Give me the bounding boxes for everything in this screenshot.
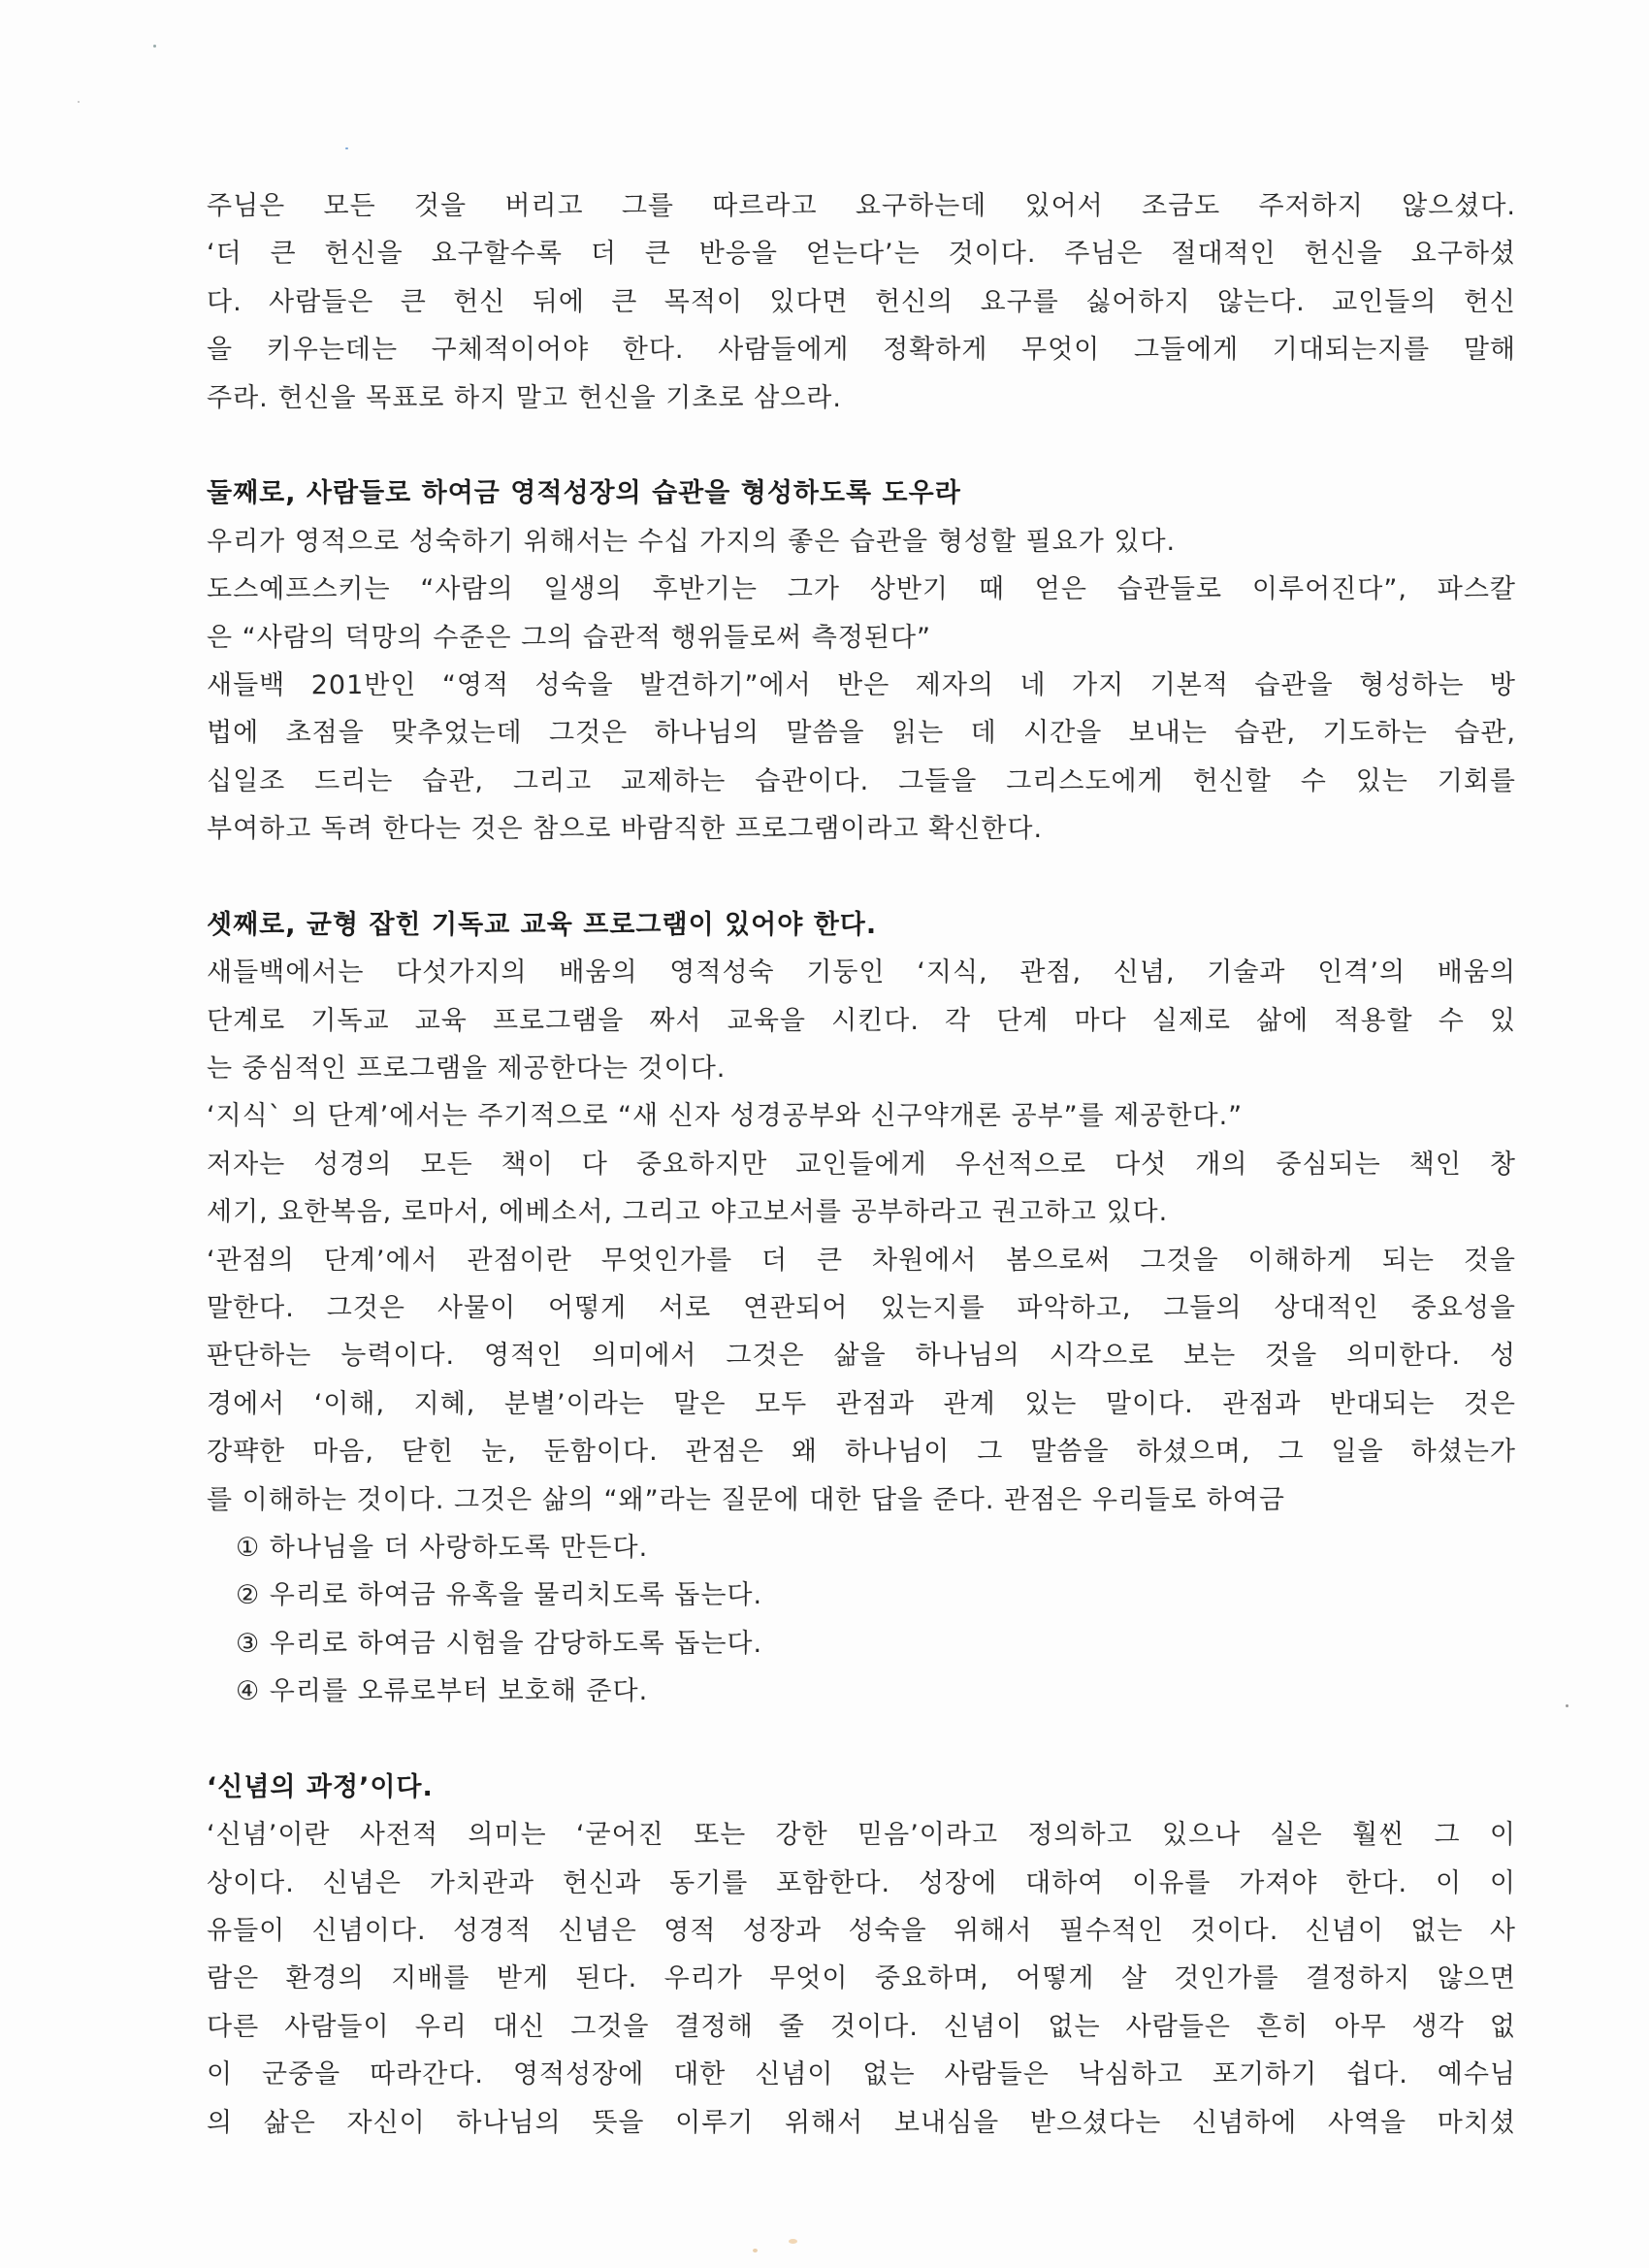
list-item: ② 우리로 하여금 유혹을 물리치도록 돕는다. — [236, 1580, 763, 1611]
body-text-line: 은 “사람의 덕망의 수준은 그의 습관적 행위들로써 측정된다” — [207, 622, 932, 653]
body-text-line: 판단하는 능력이다. 영적인 의미에서 그것은 삶을 하나님의 시각으로 보는 것을 의미한다. 성 — [207, 1341, 1516, 1372]
body-text-line: 부여하고 독려 한다는 것은 참으로 바람직한 프로그램이라고 확신한다. — [207, 814, 1044, 845]
body-text-line: 다. 사람들은 큰 헌신 뒤에 큰 목적이 있다면 헌신의 요구를 싫어하지 않는다. 교인들의 헌신 — [207, 286, 1516, 317]
body-text-line: 람은 환경의 지배를 받게 된다. 우리가 무엇이 중요하며, 어떻게 살 것인가를 결정하지 않으면 — [207, 1963, 1517, 1994]
body-text-line: 다른 사람들이 우리 대신 그것을 결정해 줄 것이다. 신념이 없는 사람들은 흔히 아무 생각 없 — [207, 2011, 1516, 2042]
scan-speck — [789, 2239, 797, 2244]
body-text-line: ‘관점의 단계’에서 관점이란 무엇인가를 더 큰 차원에서 봄으로써 그것을 이해하게 되는 것을 — [207, 1245, 1516, 1276]
body-text-line: 새들백에서는 다섯가지의 배움의 영적성숙 기둥인 ‘지식, 관점, 신념, 기술과 인격’의 배움의 — [207, 957, 1516, 988]
body-text-line: 을 키우는데는 구체적이어야 한다. 사람들에게 정확하게 무엇이 그들에게 기대되는지를 말해 — [207, 335, 1516, 366]
scan-speck — [753, 2249, 758, 2252]
body-text-line: 주님은 모든 것을 버리고 그를 따르라고 요구하는데 있어서 조금도 주저하지 않으셨다. — [207, 191, 1516, 221]
body-text-line: 십일조 드리는 습관, 그리고 교제하는 습관이다. 그들을 그리스도에게 헌신할 수 있는 기회를 — [207, 765, 1516, 796]
body-text-line: 경에서 ‘이해, 지혜, 분별’이라는 말은 모두 관점과 관계 있는 말이다. 관점과 반대되는 것은 — [207, 1388, 1516, 1419]
paragraph-gap — [207, 422, 1516, 470]
scan-speck — [153, 45, 156, 48]
document-body — [207, 182, 1516, 2147]
paragraph-gap — [207, 1716, 1516, 1764]
body-text-line: 이 군중을 따라간다. 영적성장에 대한 신념이 없는 사람들은 낙심하고 포기하기 쉽다. 예수님 — [207, 2059, 1516, 2090]
list-item: ④ 우리를 오류로부터 보호해 준다. — [236, 1676, 649, 1707]
body-text-line: 유들이 신념이다. 성경적 신념은 영적 성장과 성숙을 위해서 필수적인 것이다. 신념이 없는 사 — [207, 1916, 1516, 1947]
body-text-line: 단계로 기독교 교육 프로그램을 짜서 교육을 시킨다. 각 단계 마다 실제로 삶에 적용할 수 있 — [207, 1005, 1516, 1036]
section-heading: 셋째로, 균형 잡힌 기독교 교육 프로그램이 있어야 한다. — [207, 909, 878, 940]
list-item: ① 하나님을 더 사랑하도록 만든다. — [236, 1532, 649, 1563]
body-text-line: ‘더 큰 헌신을 요구할수록 더 큰 반응을 얻는다’는 것이다. 주님은 절대적인 헌신을 요구하셨 — [207, 239, 1516, 270]
body-text-line: 새들백 201반인 “영적 성숙을 발견하기”에서 반은 제자의 네 가지 기본적 습관을 형성하는 방 — [207, 669, 1516, 700]
body-text-line: 의 삶은 자신이 하나님의 뜻을 이루기 위해서 보내심을 받으셨다는 신념하에 사역을 마치셨 — [207, 2107, 1516, 2138]
body-text-line: ‘지식` 의 단계’에서는 주기적으로 “새 신자 성경공부와 신구약개론 공부”를 제공한다.” — [207, 1101, 1244, 1132]
body-text-line: 저자는 성경의 모든 책이 다 중요하지만 교인들에게 우선적으로 다섯 개의 중심되는 책인 창 — [207, 1149, 1516, 1180]
body-text-line: ‘신념’이란 사전적 의미는 ‘굳어진 또는 강한 믿음’이라고 정의하고 있으나 실은 훨씬 그 이 — [207, 1820, 1516, 1851]
body-text-line: 상이다. 신념은 가치관과 헌신과 동기를 포함한다. 성장에 대하여 이유를 가져야 한다. 이 이 — [207, 1867, 1516, 1898]
body-text-line: 우리가 영적으로 성숙하기 위해서는 수십 가지의 좋은 습관을 형성할 필요가 있다. — [207, 526, 1177, 557]
section-heading: ‘신념의 과정’이다. — [207, 1771, 434, 1802]
list-item: ③ 우리로 하여금 시험을 감당하도록 돕는다. — [236, 1628, 763, 1659]
body-text-line: 강퍅한 마음, 닫힌 눈, 둔함이다. 관점은 왜 하나님이 그 말씀을 하셨으며, 그 일을 하셨는가 — [207, 1437, 1516, 1468]
body-text-line: 도스예프스키는 “사람의 일생의 후반기는 그가 상반기 때 얻은 습관들로 이루어진다”, 파스칼 — [207, 574, 1516, 605]
scan-speck — [78, 101, 80, 103]
section-heading: 둘째로, 사람들로 하여금 영적성장의 습관을 형성하도록 도우라 — [207, 478, 961, 509]
body-text-line: 세기, 요한복음, 로마서, 에베소서, 그리고 야고보서를 공부하라고 권고하고 있다. — [207, 1197, 1169, 1228]
body-text-line: 주라. 헌신을 목표로 하지 말고 헌신을 기초로 삼으라. — [207, 382, 842, 413]
scan-speck — [345, 147, 348, 149]
body-text-line: 를 이해하는 것이다. 그것은 삶의 “왜”라는 질문에 대한 답을 준다. 관점은 우리들로 하여금 — [207, 1484, 1285, 1515]
body-text-line: 말한다. 그것은 사물이 어떻게 서로 연관되어 있는지를 파악하고, 그들의 상대적인 중요성을 — [207, 1292, 1516, 1323]
paragraph-gap — [207, 853, 1516, 900]
scan-speck — [1566, 1704, 1568, 1707]
body-text-line: 는 중심적인 프로그램을 제공한다는 것이다. — [207, 1053, 727, 1085]
body-text-line: 법에 초점을 맞추었는데 그것은 하나님의 말씀을 읽는 데 시간을 보내는 습관, 기도하는 습관, — [207, 718, 1516, 749]
